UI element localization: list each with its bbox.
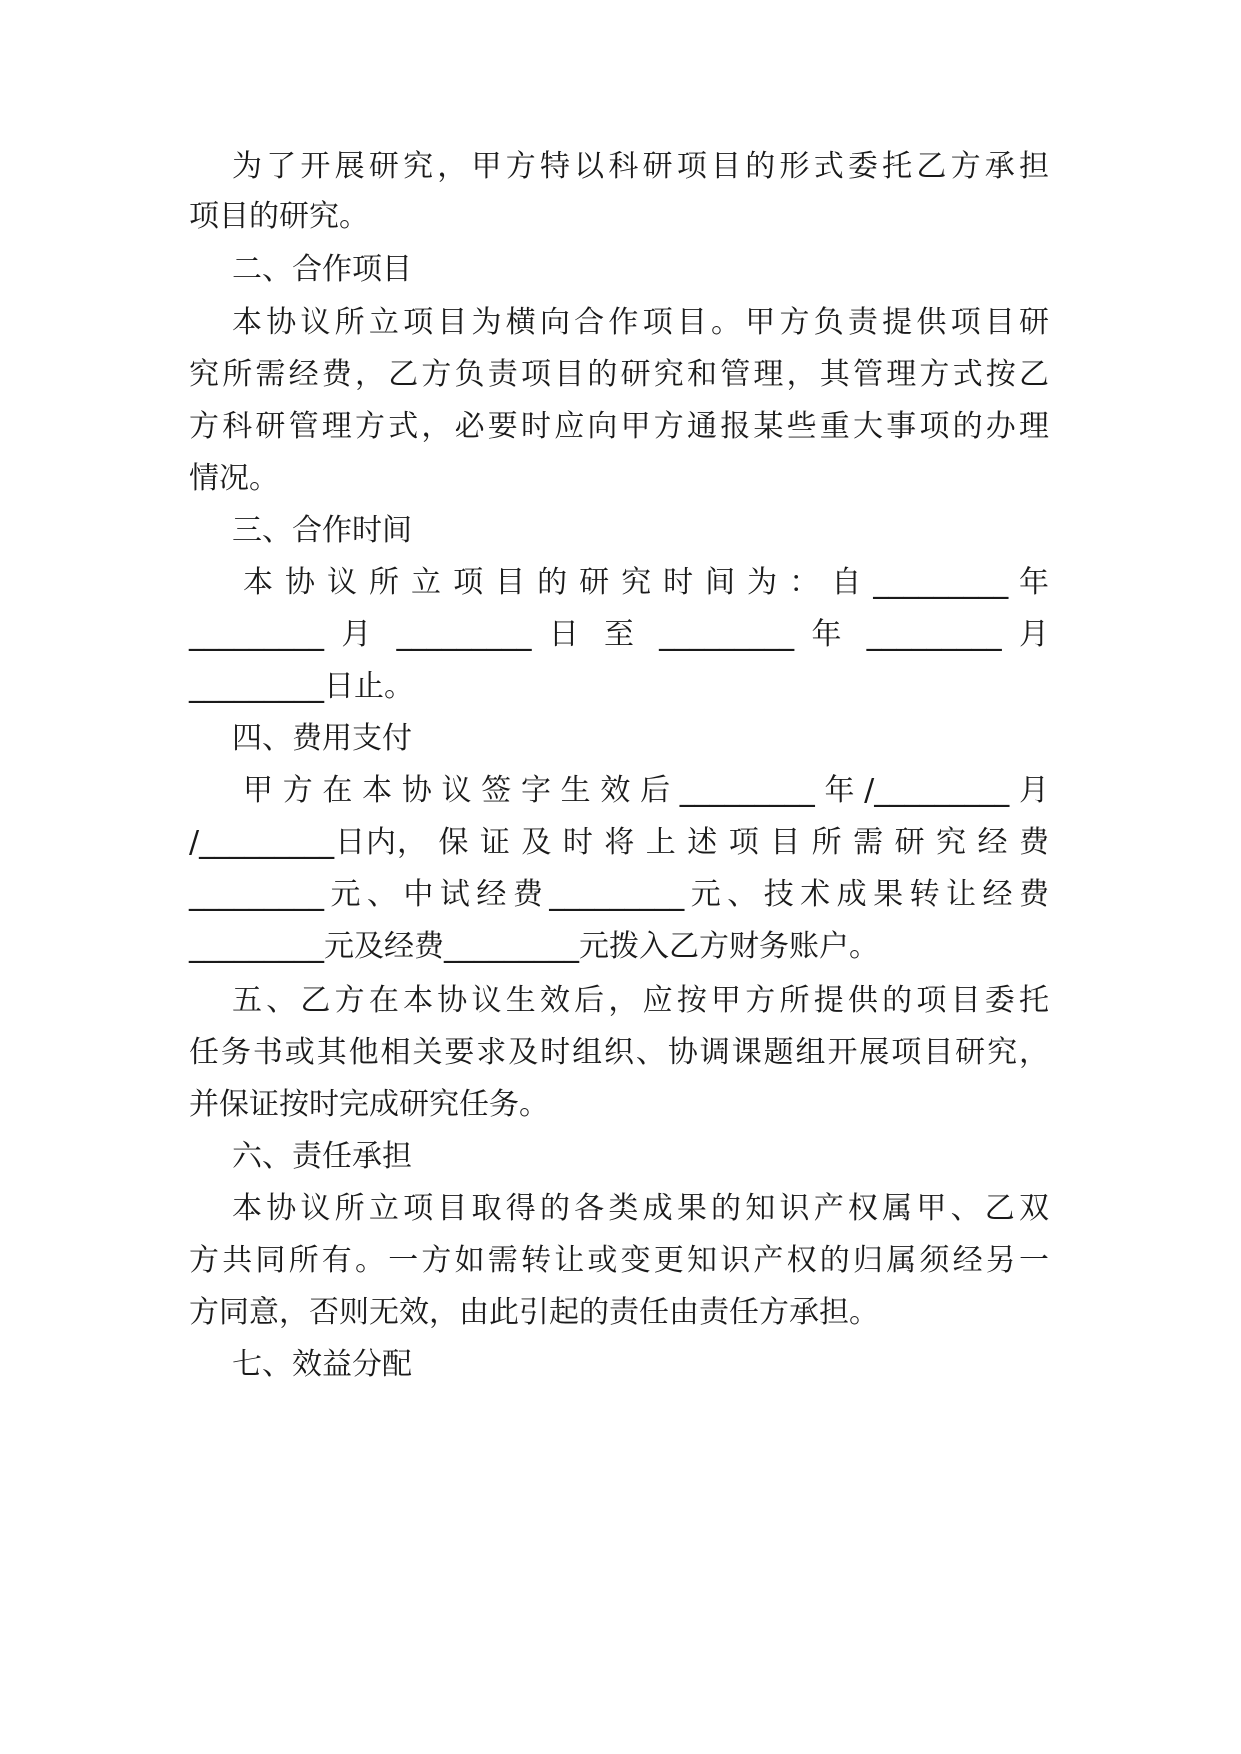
- section-2-heading: 二、合作项目: [232, 252, 412, 287]
- paragraph-2-line-2: 究所需经费，乙方负责项目的研究和管理，其管理方式按乙: [189, 357, 1049, 392]
- paragraph-1-line-2: 项目的研究。: [189, 199, 369, 234]
- paragraph-3-line-2: _________ 月 _________ 日 至 _________ 年 _________ 月: [189, 617, 1049, 652]
- paragraph-4-line-3: _________元、中试经费_________元、技术成果转让经费: [189, 877, 1049, 912]
- paragraph-6-line-1: 本协议所立项目取得的各类成果的知识产权属甲、乙双: [232, 1191, 1049, 1226]
- section-7-heading: 七、效益分配: [232, 1347, 412, 1382]
- section-3-heading: 三、合作时间: [232, 513, 412, 548]
- paragraph-6-line-2: 方共同所有。一方如需转让或变更知识产权的归属须经另一: [189, 1243, 1049, 1278]
- paragraph-1-line-1: 为了开展研究，甲方特以科研项目的形式委托乙方承担: [232, 149, 1049, 184]
- section-5-line-2: 任务书或其他相关要求及时组织、协调课题组开展项目研究，: [189, 1035, 1049, 1070]
- paragraph-4-line-4: _________元及经费_________元拨入乙方财务账户。: [189, 929, 879, 964]
- paragraph-2-line-1: 本协议所立项目为横向合作项目。甲方负责提供项目研: [232, 305, 1049, 340]
- section-5-line-1: 五、乙方在本协议生效后，应按甲方所提供的项目委托: [232, 983, 1049, 1018]
- paragraph-4-line-1: 甲方在本协议签字生效后_________年/_________月: [243, 773, 1049, 808]
- section-6-heading: 六、责任承担: [232, 1139, 412, 1174]
- paragraph-2-line-4: 情况。: [189, 461, 279, 496]
- paragraph-6-line-3: 方同意，否则无效，由此引起的责任由责任方承担。: [189, 1295, 879, 1330]
- paragraph-3-line-3: _________日止。: [189, 669, 414, 704]
- paragraph-4-line-2: /_________日内， 保 证 及 时 将 上 述 项 目 所 需 研 究 经 费: [189, 825, 1049, 860]
- section-5-line-3: 并保证按时完成研究任务。: [189, 1087, 549, 1122]
- paragraph-3-line-1: 本 协 议 所 立 项 目 的 研 究 时 间 为 ： 自 _________ 年: [243, 565, 1049, 600]
- paragraph-2-line-3: 方科研管理方式，必要时应向甲方通报某些重大事项的办理: [189, 409, 1049, 444]
- section-4-heading: 四、费用支付: [232, 721, 412, 756]
